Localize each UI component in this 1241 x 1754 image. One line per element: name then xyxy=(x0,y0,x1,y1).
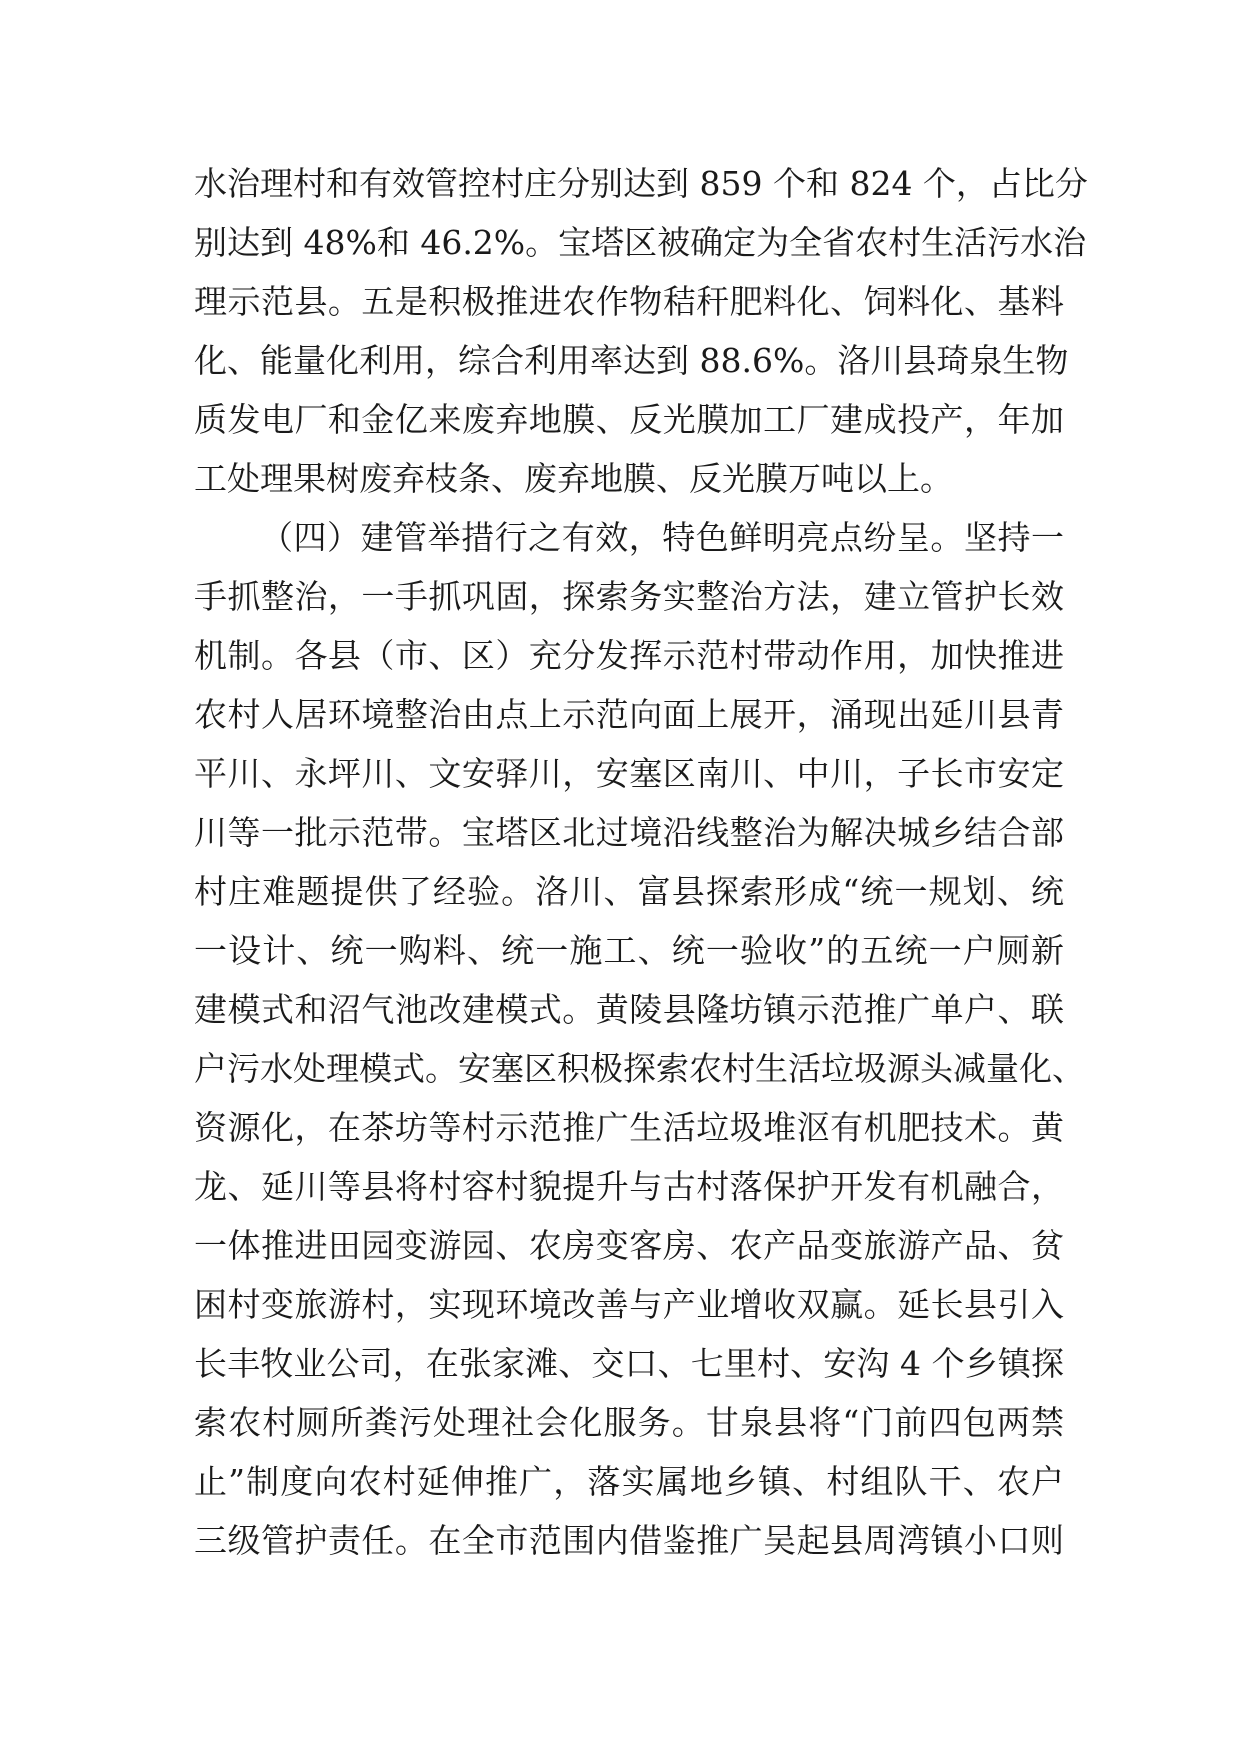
text-line-16: 户污水处理模式。安塞区积极探索农村生活垃圾源头减量化、 xyxy=(194,1049,1085,1088)
text-line-12: 川等一批示范带。宝塔区北过境沿线整治为解决城乡结合部 xyxy=(194,813,1064,852)
text-line-18: 龙、延川等县将村容村貌提升与古村落保护开发有机融合， xyxy=(194,1167,1064,1206)
text-line-1: 水治理村和有效管控村庄分别达到 859 个和 824 个，占比分 xyxy=(194,164,1088,203)
text-line-5: 质发电厂和金亿来废弃地膜、反光膜加工厂建成投产，年加 xyxy=(194,400,1064,439)
text-line-15: 建模式和沼气池改建模式。黄陵县隆坊镇示范推广单户、联 xyxy=(194,990,1064,1029)
text-line-9: 机制。各县（市、区）充分发挥示范村带动作用，加快推进 xyxy=(194,636,1064,675)
section-heading-line: （四）建管举措行之有效，特色鲜明亮点纷呈。坚持一 xyxy=(260,518,1064,557)
text-line-13: 村庄难题提供了经验。洛川、富县探索形成“统一规划、统 xyxy=(194,872,1064,911)
text-line-2: 别达到 48%和 46.2%。宝塔区被确定为全省农村生活污水治 xyxy=(194,223,1087,262)
body-text xyxy=(194,154,1088,1570)
text-line-17: 资源化，在茶坊等村示范推广生活垃圾堆沤有机肥技术。黄 xyxy=(194,1108,1064,1147)
text-line-14: 一设计、统一购料、统一施工、统一验收”的五统一户厕新 xyxy=(194,931,1064,970)
text-line-21: 长丰牧业公司，在张家滩、交口、七里村、安沟 4 个乡镇探 xyxy=(194,1344,1064,1383)
text-line-20: 困村变旅游村，实现环境改善与产业增收双赢。延长县引入 xyxy=(194,1285,1064,1324)
text-line-19: 一体推进田园变游园、农房变客房、农产品变旅游产品、贫 xyxy=(194,1226,1064,1265)
text-line-24: 三级管护责任。在全市范围内借鉴推广吴起县周湾镇小口则 xyxy=(194,1521,1064,1560)
text-line-3: 理示范县。五是积极推进农作物秸秆肥料化、饲料化、基料 xyxy=(194,282,1064,321)
text-line-23: 止”制度向农村延伸推广，落实属地乡镇、村组队干、农户 xyxy=(194,1462,1064,1501)
text-line-11: 平川、永坪川、文安驿川，安塞区南川、中川，子长市安定 xyxy=(194,754,1064,793)
text-line-6: 工处理果树废弃枝条、废弃地膜、反光膜万吨以上。 xyxy=(194,459,953,498)
text-line-4: 化、能量化利用，综合利用率达到 88.6%。洛川县琦泉生物 xyxy=(194,341,1069,380)
text-line-10: 农村人居环境整治由点上示范向面上展开，涌现出延川县青 xyxy=(194,695,1064,734)
text-line-22: 索农村厕所粪污处理社会化服务。甘泉县将“门前四包两禁 xyxy=(194,1403,1064,1442)
text-line-8: 手抓整治，一手抓巩固，探索务实整治方法，建立管护长效 xyxy=(194,577,1064,616)
